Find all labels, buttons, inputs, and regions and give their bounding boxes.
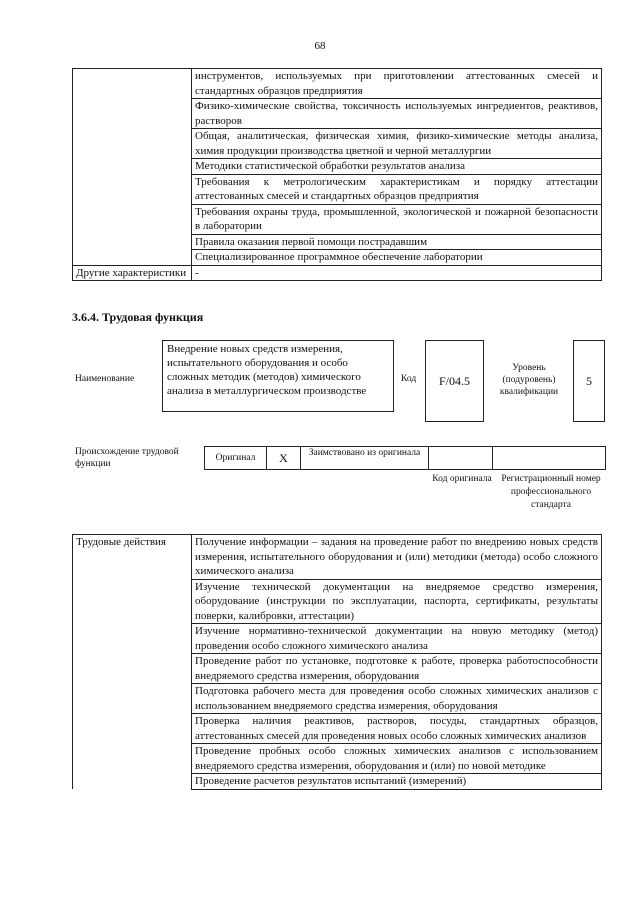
original-mark: X [267,447,301,469]
requirement-item: Специализированное программное обеспечение лаборатории [192,250,602,266]
code-original-cell [429,447,493,469]
action-item: Получение информации – задания на проведение работ по внедрению новых средств измерения, испытательного оборудования и (или) методики (метода) особо сложного химического анализа [192,535,602,580]
origin-label: Происхождение трудовой функции [75,447,179,469]
requirement-item: Правила оказания первой помощи пострадавшим [192,234,602,250]
action-item: Проверка наличия реактивов, растворов, посуды, стандартных образцов, аттестованных смесей для проведения новых особо сложных химических анализов [192,714,602,744]
requirement-item: Требования охраны труда, промышленной, экологической и пожарной безопасности в лаборатории [192,204,602,234]
qualification-level-value: 5 [573,340,605,422]
action-item: Проведение работ по установке, подготовке к работе, проверка работоспособности внедряемого средства измерения, оборудования [192,654,602,684]
requirement-item: Общая, аналитическая, физическая химия, физико-химические методы анализа, химия продукции производства цветной и черной металлургии [192,129,602,159]
action-item: Изучение нормативно-технической документации на новую методику (метод) проведения особо сложного химического анализа [192,624,602,654]
origin-row [204,446,606,470]
labor-actions-table [72,534,602,790]
requirement-item: инструментов, используемых при приготовлении аттестованных смесей и стандартных образцов предприятия [192,69,602,99]
action-item: Проведение пробных особо сложных химических анализов с использованием внедряемого средства измерения, оборудования и (или) по новой методике [192,744,602,774]
action-item: Подготовка рабочего места для проведения особо сложных химических анализов с использованием внедряемого средства измерения, оборудования [192,684,602,714]
labor-actions-label: Трудовые действия [73,535,192,790]
requirement-item: Методики статистической обработки результатов анализа [192,159,602,175]
qualification-level-label: Уровень (подуровень) квалификации [499,363,559,397]
action-item: Изучение технической документации на внедряемое средство измерения, оборудование (инструкции по эксплуатации, паспорта, сертификаты, результаты поверки, калибровки, аттестации) [192,579,602,624]
knowledge-requirements-table [72,68,602,281]
code-label: Код [401,374,417,384]
other-characteristics-label: Другие характеристики [73,265,192,281]
original-cell: Оригинал [205,447,267,469]
action-item: Проведение расчетов результатов испытаний (измерений) [192,774,602,790]
code-original-label: Код оригинала [432,474,492,484]
table-left-cell [73,69,192,266]
page-number: 68 [314,40,326,52]
requirement-item: Требования к метрологическим характеристикам и порядку аттестации аттестованных смесей и стандартных образцов предприятия [192,174,602,204]
section-heading: 3.6.4. Трудовая функция [72,310,204,324]
other-characteristics-value: - [192,265,602,281]
function-code-value: F/04.5 [425,340,484,422]
requirement-item: Физико-химические свойства, токсичность используемых ингредиентов, реактивов, растворов [192,99,602,129]
name-label: Наименование [75,374,135,384]
reg-number-label: Регистрационный номер профессионального стандарта [501,474,601,510]
function-name-value: Внедрение новых средств измерения, испытательного оборудования и особо сложных методик (методов) химического анализа в металлургическом производстве [162,340,394,412]
reg-number-cell [493,447,605,469]
borrowed-cell: Заимствовано из оригинала [301,447,429,469]
